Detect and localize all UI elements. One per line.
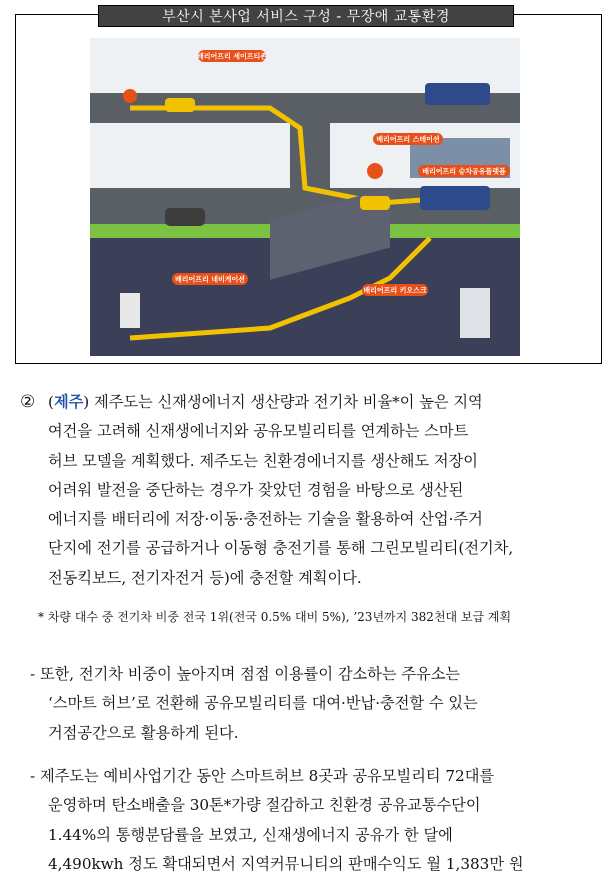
para-line-7: 전동킥보드, 전기자전거 등)에 충전할 계획이다. <box>48 568 362 587</box>
section-banner: 부산시 본사업 서비스 구성 - 무장애 교통환경 <box>98 5 514 27</box>
bullet-2-line-2: 운영하며 탄소배출을 30톤*가량 절감하고 친환경 공유교통수단이 <box>48 796 481 815</box>
bullet-2-line-4: 4,490kwh 정도 확대되면서 지역커뮤니티의 판매수익도 월 1,383만 원 <box>48 854 524 873</box>
svg-text:배리어프리 세이프티존: 배리어프리 세이프티존 <box>196 52 268 61</box>
para-line-6: 단지에 전기를 공급하거나 이동형 충전기를 통해 그린모빌리티(전기차, <box>48 539 514 558</box>
bullet-1 <box>30 660 608 748</box>
item-2-paragraph <box>48 388 608 593</box>
para-line-3: 허브 모델을 계획했다. 제주도는 친환경에너지를 생산해도 저장이 <box>48 451 478 470</box>
bullet-2 <box>30 762 608 879</box>
bullet-1-line-3: 거점공간으로 활용하게 된다. <box>48 723 239 742</box>
bullet-1-line-2: ‘스마트 허브’로 전환해 공유모빌리티를 대여·반납·충전할 수 있는 <box>48 694 478 713</box>
svg-text:배리어프리 승차공유플랫폼: 배리어프리 승차공유플랫폼 <box>422 167 506 176</box>
svg-text:배리어프리 네비게이션: 배리어프리 네비게이션 <box>174 275 246 284</box>
footnote: * 차량 대수 중 전기차 비중 전국 1위(전국 0.5% 대비 5%), ’23년까지 382천대 보급 계획 <box>38 610 512 624</box>
item-number: ② <box>20 392 36 412</box>
bullet-2-line-3: 1.44%의 통행분담률을 보였고, 신재생에너지 공유가 한 달에 <box>48 825 453 844</box>
barrier-free-transport-illustration <box>90 38 520 356</box>
para-line-2: 여건을 고려해 신재생에너지와 공유모빌리티를 연계하는 스마트 <box>48 422 469 441</box>
svg-text:배리어프리 스테이션: 배리어프리 스테이션 <box>376 135 440 144</box>
bullet-1-line-1: - 또한, 전기차 비중이 높아지며 점점 이용률이 감소하는 주유소는 <box>30 665 461 683</box>
para-line-4: 어려워 발전을 중단하는 경우가 잦았던 경험을 바탕으로 생산된 <box>48 480 464 499</box>
para-line-5: 에너지를 배터리에 저장·이동·충전하는 기술을 활용하여 산업·주거 <box>48 510 483 529</box>
bullet-2-line-1: - 제주도는 예비사업기간 동안 스마트허브 8곳과 공유모빌리티 72대를 <box>30 767 495 785</box>
para-line-1: (제주) 제주도는 신재생에너지 생산량과 전기차 비율*이 높은 지역 <box>48 393 483 411</box>
svg-text:배리어프리 키오스크: 배리어프리 키오스크 <box>363 286 427 295</box>
